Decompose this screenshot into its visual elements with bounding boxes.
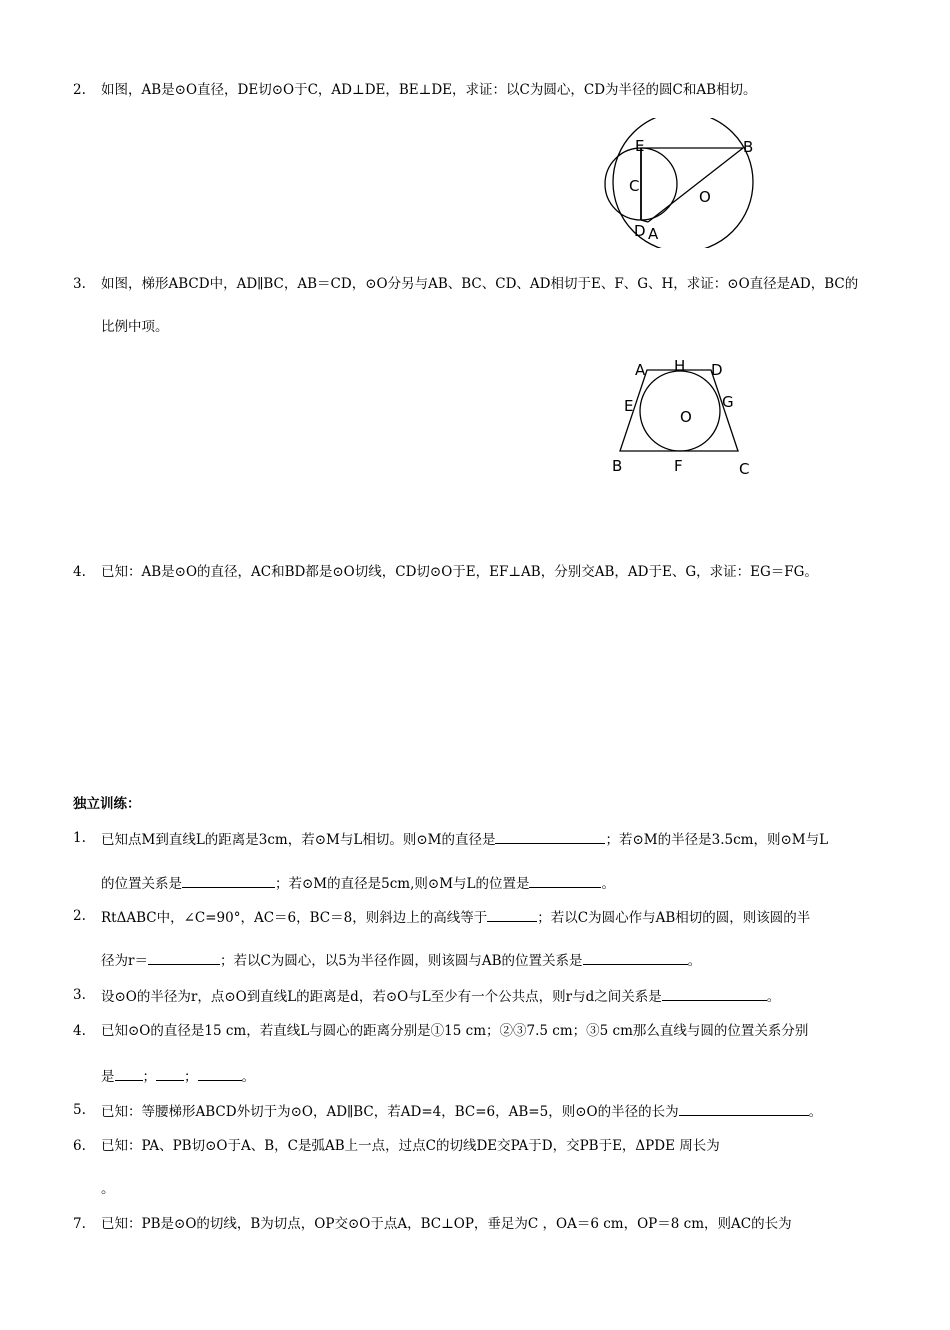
problem-3-number: 3. <box>73 276 86 292</box>
label-g: G <box>722 393 734 411</box>
exercise-1-line1 <box>101 829 828 849</box>
exercise-5-number: 5. <box>73 1102 86 1118</box>
problem-3-text-line2: 比例中项。 <box>101 319 169 335</box>
exercise-7-number: 7. <box>73 1216 86 1232</box>
problem-2-number: 2. <box>73 82 86 98</box>
problem-3-text-line1: 如图，梯形ABCD中，AD∥BC，AB＝CD，⊙O分另与AB、BC、CD、AD相切于E、F、G、H，求证：⊙O直径是AD，BC的 <box>101 276 859 292</box>
answer-blank[interactable] <box>487 907 537 922</box>
problem-2-text: 如图，AB是⊙O直径，DE切⊙O于C，AD⊥DE，BE⊥DE，求证：以C为圆心，CD为半径的圆C和AB相切。 <box>101 82 757 98</box>
exercise-2-text-c: 径为r＝ <box>101 953 148 969</box>
label-h: H <box>674 357 686 375</box>
label-o: O <box>699 188 711 206</box>
segment-ab <box>648 148 743 222</box>
label-a: A <box>635 361 646 379</box>
exercise-4-number: 4. <box>73 1023 86 1039</box>
exercise-1-text-a: 已知点M到直线L的距离是3cm，若⊙M与L相切。则⊙M的直径是 <box>101 832 496 848</box>
problem-4-number: 4. <box>73 564 86 580</box>
exercise-4-text-e: 。 <box>241 1069 255 1085</box>
problem-4-text: 已知：AB是⊙O的直径，AC和BD都是⊙O切线，CD切⊙O于E，EF⊥AB，分别交AB，AD于E、G，求证：EG＝FG。 <box>101 564 818 580</box>
exercise-3-text-b: 。 <box>766 989 781 1005</box>
label-b: B <box>612 457 623 475</box>
exercise-2-line2 <box>101 950 701 970</box>
label-e: E <box>635 137 645 155</box>
answer-blank[interactable] <box>662 986 767 1001</box>
label-c: C <box>629 177 640 195</box>
label-c: C <box>739 460 750 478</box>
exercise-2-text-a: RtΔABC中，∠C=90°，AC＝6，BC＝8，则斜边上的高线等于 <box>101 910 488 926</box>
exercise-4-line2 <box>101 1066 255 1086</box>
exercise-2-number: 2. <box>73 908 86 924</box>
exercise-4-line1: 已知⊙O的直径是15 cm，若直线L与圆心的距离分别是①15 cm；②③7.5 cm；③5 cm那么直线与圆的位置关系分别 <box>101 1023 809 1039</box>
answer-blank[interactable] <box>182 873 275 888</box>
exercise-6-line1: 已知：PA、PB切⊙O于A、B，C是弧AB上一点，过点C的切线DE交PA于D，交PB于E，ΔPDE 周长为 <box>101 1138 720 1154</box>
label-d: D <box>634 222 646 240</box>
answer-blank[interactable] <box>115 1066 143 1081</box>
exercise-1-line2 <box>101 873 615 893</box>
label-f: F <box>674 457 683 475</box>
label-d: D <box>711 361 723 379</box>
exercise-6-number: 6. <box>73 1138 86 1154</box>
answer-blank[interactable] <box>495 829 605 844</box>
exercise-1-text-e: 。 <box>601 876 615 892</box>
exercise-4-text-d: ； <box>184 1069 198 1085</box>
exercise-1-text-c: 的位置关系是 <box>101 876 182 892</box>
exercise-1-text-b: ；若⊙M的半径是3.5cm，则⊙M与L <box>605 832 829 848</box>
exercise-6-line2: 。 <box>101 1181 115 1197</box>
label-b: B <box>743 138 754 156</box>
exercise-5-text-b: 。 <box>808 1104 823 1120</box>
exercise-1-number: 1. <box>73 830 86 846</box>
label-e: E <box>624 397 634 415</box>
answer-blank[interactable] <box>529 873 601 888</box>
section-title: 独立训练： <box>73 796 141 812</box>
answer-blank[interactable] <box>148 950 220 965</box>
label-o: O <box>680 408 692 426</box>
label-a: A <box>648 225 659 243</box>
exercise-4-text-c: ； <box>142 1069 156 1085</box>
answer-blank[interactable] <box>679 1101 809 1116</box>
answer-blank[interactable] <box>583 950 688 965</box>
exercise-7-line1: 已知：PB是⊙O的切线，B为切点，OP交⊙O于点A，BC⊥OP，垂足为C ，OA＝6 cm，OP＝8 cm，则AC的长为 <box>101 1216 792 1232</box>
figure-trapezoid-incircle <box>600 355 765 480</box>
figure-tangent-circles <box>595 118 770 248</box>
exercise-2-text-e: 。 <box>687 953 702 969</box>
answer-blank[interactable] <box>198 1066 242 1081</box>
answer-blank[interactable] <box>156 1066 184 1081</box>
exercise-3-text-a: 设⊙O的半径为r，点⊙O到直线L的距离是d，若⊙O与L至少有一个公共点，则r与d之间关系是 <box>101 989 662 1005</box>
exercise-3-line1 <box>101 986 780 1006</box>
exercise-2-line1 <box>101 907 810 927</box>
exercise-2-text-b: ；若以C为圆心作与AB相切的圆，则该圆的半 <box>537 910 811 926</box>
exercise-4-text-b: 是 <box>101 1069 115 1085</box>
exercise-3-number: 3. <box>73 987 86 1003</box>
exercise-2-text-d: ；若以C为圆心，以5为半径作圆，则该圆与AB的位置关系是 <box>219 953 583 969</box>
exercise-5-line1 <box>101 1101 822 1121</box>
exercise-1-text-d: ；若⊙M的直径是5cm,则⊙M与L的位置是 <box>275 876 530 892</box>
exercise-5-text-a: 已知：等腰梯形ABCD外切于为⊙O，AD∥BC，若AD=4，BC=6，AB=5，则⊙O的半径的长为 <box>101 1104 679 1120</box>
